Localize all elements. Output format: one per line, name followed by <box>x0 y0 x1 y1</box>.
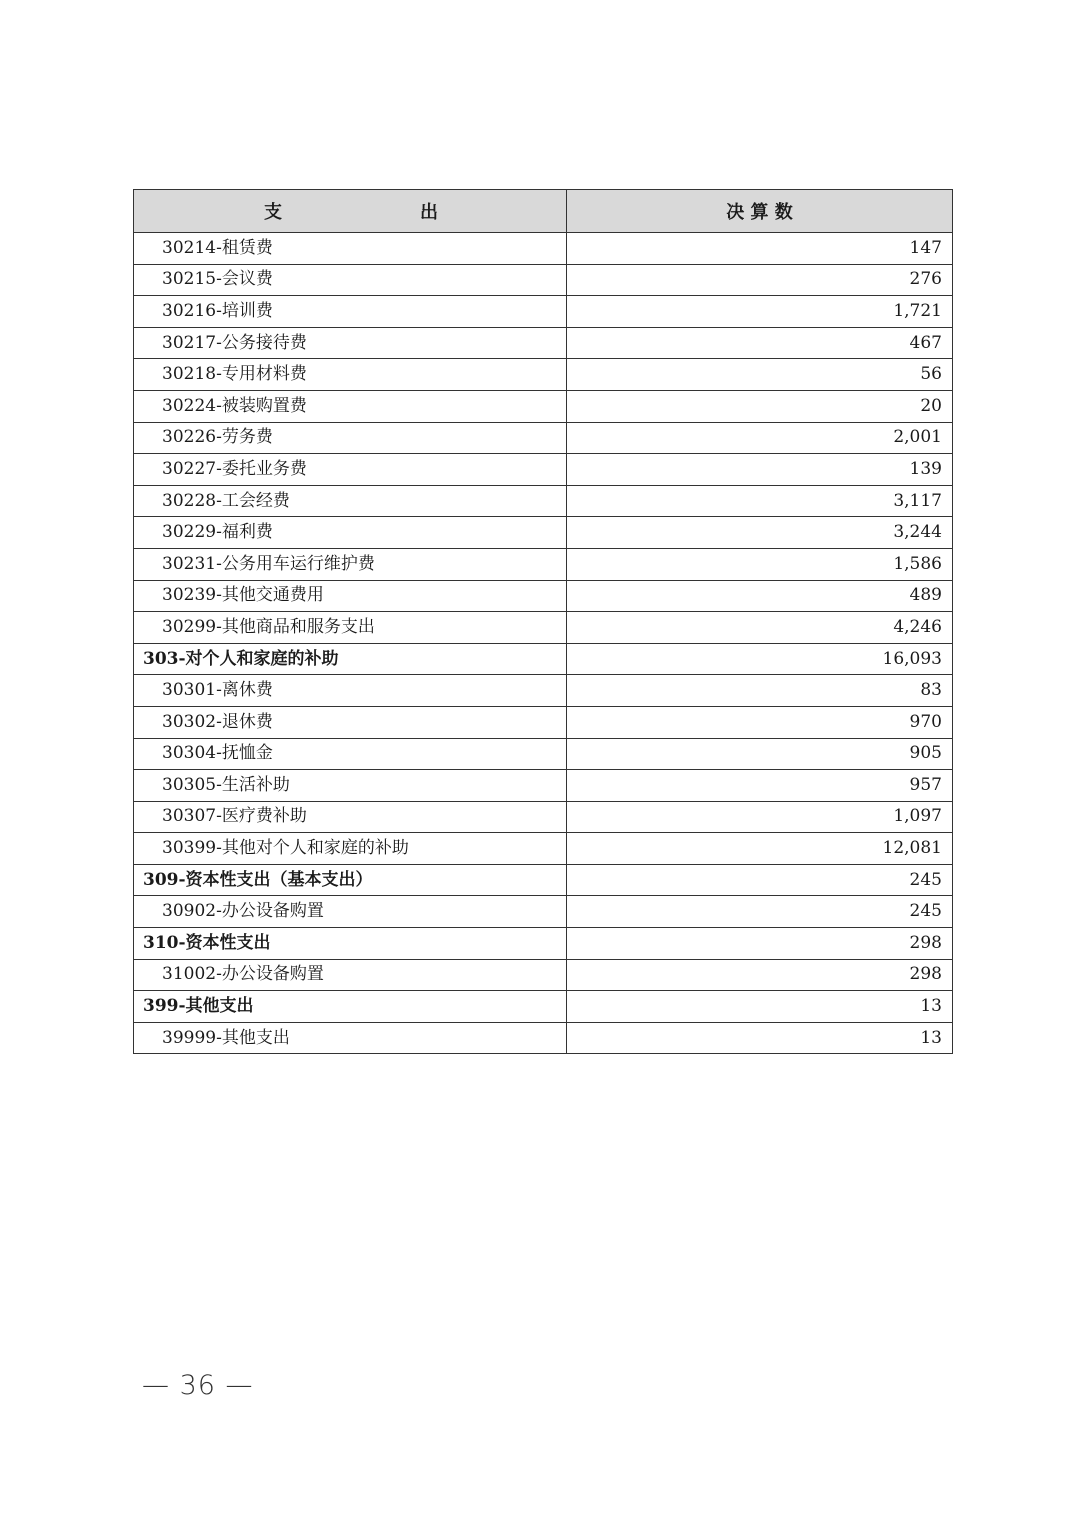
row-item-name: 30216-培训费 <box>134 296 567 328</box>
row-item-name: 30227-委托业务费 <box>134 454 567 486</box>
table-row <box>134 770 953 802</box>
table-row <box>134 959 953 991</box>
table-row <box>134 1022 953 1054</box>
row-item-name: 30307-医疗费补助 <box>134 801 567 833</box>
table-row-category <box>134 643 953 675</box>
row-item-value: 298 <box>567 959 953 991</box>
row-item-value: 2,001 <box>567 422 953 454</box>
row-item-value: 1,586 <box>567 548 953 580</box>
page-footer <box>142 1370 254 1401</box>
table-row <box>134 327 953 359</box>
row-item-value: 4,246 <box>567 612 953 644</box>
row-item-name: 39999-其他支出 <box>134 1022 567 1054</box>
row-item-value: 245 <box>567 864 953 896</box>
row-item-name: 30214-租赁费 <box>134 233 567 265</box>
header-expenditure-right: 出 <box>420 202 438 223</box>
row-item-name: 309-资本性支出（基本支出） <box>134 864 567 896</box>
header-expenditure-left: 支 <box>264 202 282 223</box>
footer-dash-right: — <box>225 1370 254 1401</box>
table-body <box>134 233 953 1054</box>
row-item-value: 970 <box>567 706 953 738</box>
row-item-value: 56 <box>567 359 953 391</box>
expenditure-table-container <box>133 189 952 1054</box>
header-final-amount: 决 算 数 <box>567 190 953 233</box>
row-item-name: 30399-其他对个人和家庭的补助 <box>134 833 567 865</box>
row-item-name: 30228-工会经费 <box>134 485 567 517</box>
row-item-value: 20 <box>567 390 953 422</box>
header-expenditure <box>134 190 567 233</box>
row-item-name: 30229-福利费 <box>134 517 567 549</box>
table-row <box>134 675 953 707</box>
row-item-name: 30224-被装购置费 <box>134 390 567 422</box>
row-item-value: 3,117 <box>567 485 953 517</box>
table-row <box>134 801 953 833</box>
row-item-name: 30231-公务用车运行维护费 <box>134 548 567 580</box>
table-row <box>134 580 953 612</box>
table-header-row <box>134 190 953 233</box>
row-item-value: 298 <box>567 928 953 960</box>
row-item-value: 905 <box>567 738 953 770</box>
row-item-value: 467 <box>567 327 953 359</box>
table-row <box>134 612 953 644</box>
table-row <box>134 548 953 580</box>
table-row <box>134 359 953 391</box>
row-item-value: 139 <box>567 454 953 486</box>
row-item-value: 16,093 <box>567 643 953 675</box>
row-item-name: 31002-办公设备购置 <box>134 959 567 991</box>
table-row-category <box>134 864 953 896</box>
row-item-value: 245 <box>567 896 953 928</box>
table-row <box>134 296 953 328</box>
row-item-name: 30299-其他商品和服务支出 <box>134 612 567 644</box>
row-item-value: 147 <box>567 233 953 265</box>
table-row <box>134 517 953 549</box>
row-item-value: 957 <box>567 770 953 802</box>
row-item-value: 489 <box>567 580 953 612</box>
table-row <box>134 422 953 454</box>
row-item-name: 30239-其他交通费用 <box>134 580 567 612</box>
row-item-name: 30226-劳务费 <box>134 422 567 454</box>
table-row <box>134 390 953 422</box>
row-item-name: 30302-退休费 <box>134 706 567 738</box>
row-item-name: 30217-公务接待费 <box>134 327 567 359</box>
table-row-category <box>134 991 953 1023</box>
row-item-name: 30305-生活补助 <box>134 770 567 802</box>
row-item-name: 30301-离休费 <box>134 675 567 707</box>
footer-dash-left: — <box>142 1370 170 1401</box>
table-row <box>134 833 953 865</box>
table-row <box>134 264 953 296</box>
table-row <box>134 738 953 770</box>
table-row <box>134 485 953 517</box>
row-item-name: 30902-办公设备购置 <box>134 896 567 928</box>
row-item-value: 276 <box>567 264 953 296</box>
expenditure-table <box>133 189 953 1054</box>
row-item-value: 3,244 <box>567 517 953 549</box>
page-number: 36 <box>179 1370 216 1401</box>
table-row <box>134 706 953 738</box>
row-item-name: 303-对个人和家庭的补助 <box>134 643 567 675</box>
row-item-name: 399-其他支出 <box>134 991 567 1023</box>
row-item-value: 12,081 <box>567 833 953 865</box>
row-item-name: 30218-专用材料费 <box>134 359 567 391</box>
table-row-category <box>134 928 953 960</box>
table-row <box>134 233 953 265</box>
row-item-value: 13 <box>567 991 953 1023</box>
row-item-name: 30304-抚恤金 <box>134 738 567 770</box>
row-item-name: 30215-会议费 <box>134 264 567 296</box>
table-row <box>134 896 953 928</box>
row-item-name: 310-资本性支出 <box>134 928 567 960</box>
row-item-value: 13 <box>567 1022 953 1054</box>
table-row <box>134 454 953 486</box>
row-item-value: 83 <box>567 675 953 707</box>
row-item-value: 1,721 <box>567 296 953 328</box>
row-item-value: 1,097 <box>567 801 953 833</box>
